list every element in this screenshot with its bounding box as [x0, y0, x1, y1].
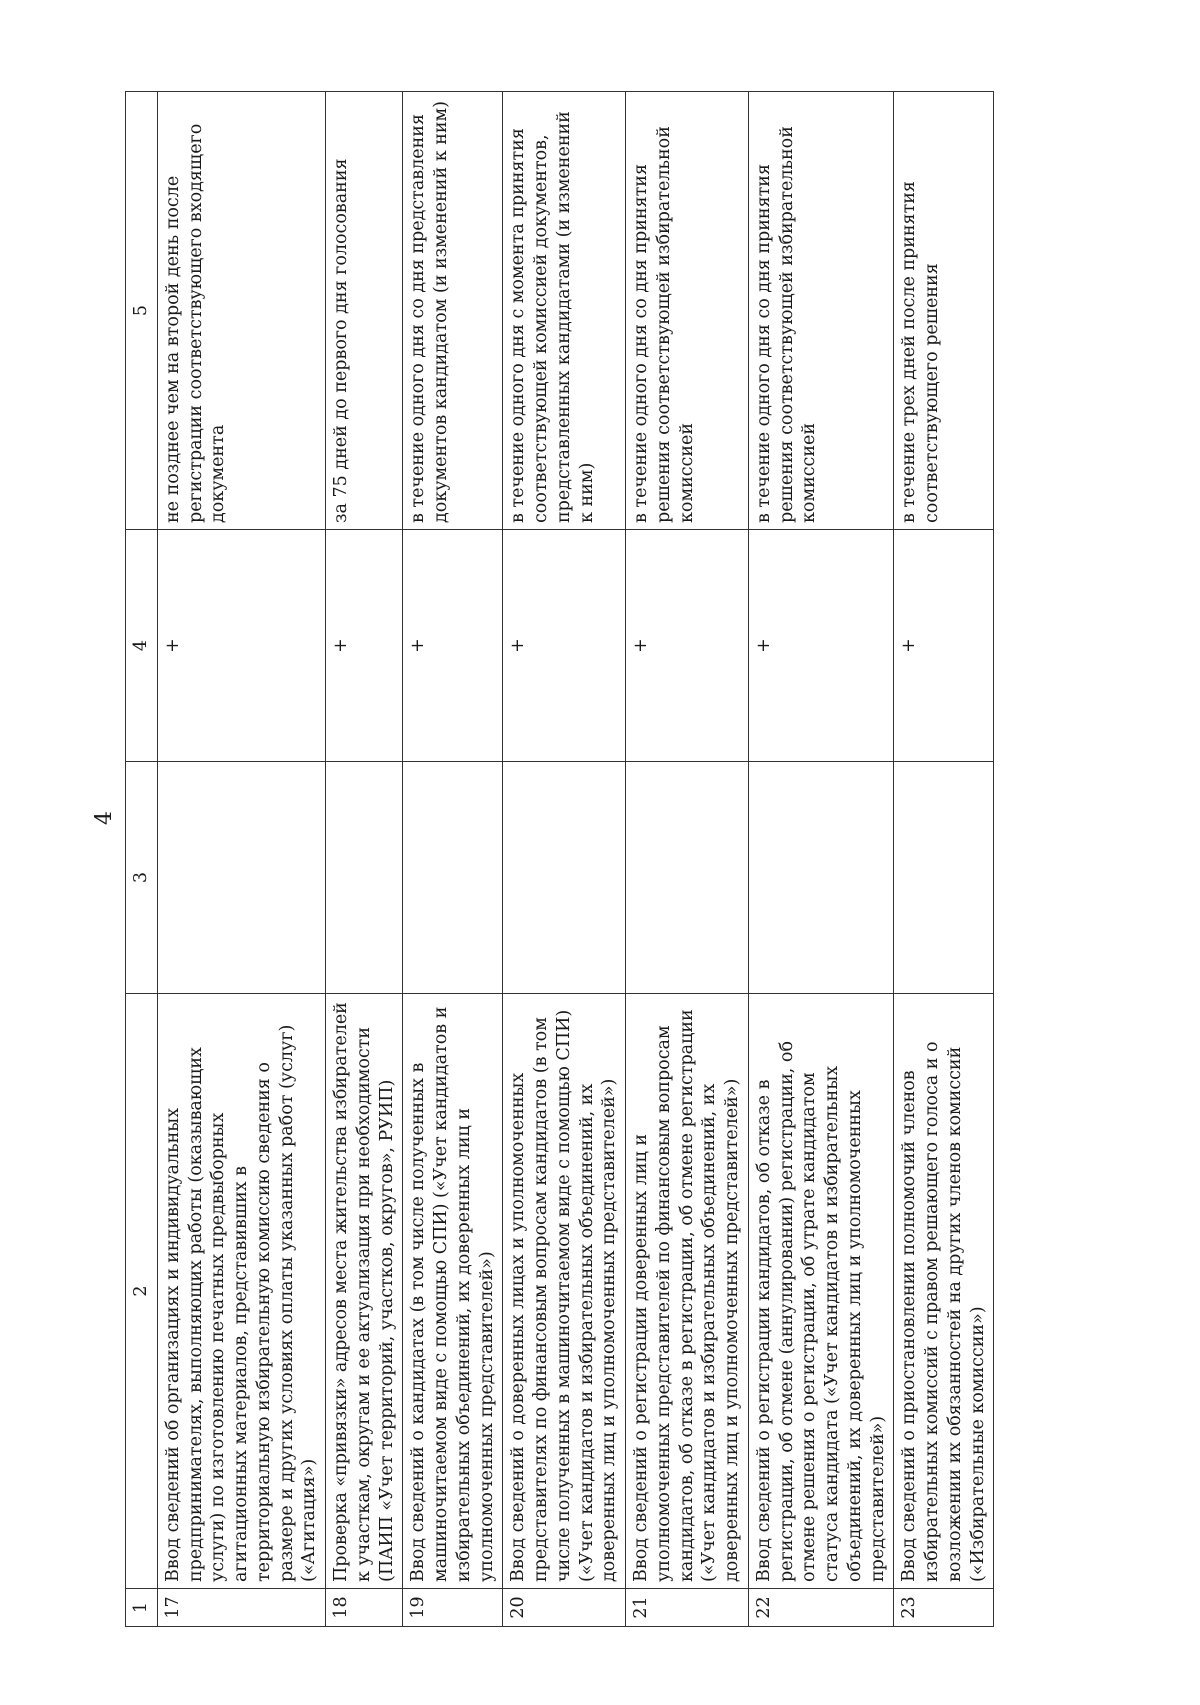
- row-mark: +: [403, 530, 503, 762]
- row-deadline: не позднее чем на второй день после регистрации соответствующего входящего документа: [157, 92, 325, 530]
- row-description: Ввод сведений о регистрации доверенных лиц и уполномоченных представителей по финансовым вопросам кандидатов, об отказе в регистрации, об отмене регистрации («Учет кандидатов и избирательных объединений, их доверенных лиц и уполномоченных представителей»): [626, 994, 749, 1589]
- row-col3: [748, 762, 894, 994]
- row-mark: +: [748, 530, 894, 762]
- row-description: Ввод сведений о доверенных лицах и уполномоченных представителях по финансовым вопросам кандидатов (в том числе полученных в машиночитаемом виде с помощью СПИ) («Учет кандидатов и избирательных объединений, их доверенных лиц и уполномоченных представителей»): [503, 994, 626, 1589]
- row-col3: [157, 762, 325, 994]
- row-number: 19: [403, 1589, 503, 1627]
- column-header-3: 3: [126, 762, 158, 994]
- page-number: 4: [92, 811, 117, 825]
- table-row: [157, 92, 325, 1627]
- column-header-2: 2: [126, 994, 158, 1589]
- table-row: [326, 92, 403, 1627]
- row-number: 23: [894, 1589, 994, 1627]
- row-mark: +: [503, 530, 626, 762]
- row-mark: +: [326, 530, 403, 762]
- row-description: Ввод сведений о регистрации кандидатов, об отказе в регистрации, об отмене (аннулировании) регистрации, об отмене решения о регистрации, об утрате кандидатом статуса кандидата («Учет кандидатов и избирательных объединений, их доверенных лиц и уполномоченных представителей»): [748, 994, 894, 1589]
- row-deadline: в течение одного дня со дня представления документов кандидатом (и изменений к ним): [403, 92, 503, 530]
- row-mark: +: [626, 530, 749, 762]
- column-header-4: 4: [126, 530, 158, 762]
- row-number: 21: [626, 1589, 749, 1627]
- row-number: 22: [748, 1589, 894, 1627]
- row-deadline: в течение трех дней после принятия соответствующего решения: [894, 92, 994, 530]
- row-number: 17: [157, 1589, 325, 1627]
- row-description: Ввод сведений о приостановлении полномочий членов избирательных комиссий с правом решающего голоса и о возложении их обязанностей на других членов комиссий («Избирательные комиссии»): [894, 994, 994, 1589]
- row-deadline: в течение одного дня с момента принятия соответствующей комиссией документов, представленных кандидатами (и изменений к ним): [503, 92, 626, 530]
- table-row: [403, 92, 503, 1627]
- table-row: [748, 92, 894, 1627]
- column-header-5: 5: [126, 92, 158, 530]
- row-deadline: за 75 дней до первого дня голосования: [326, 92, 403, 530]
- table-row: [503, 92, 626, 1627]
- row-col3: [326, 762, 403, 994]
- row-number: 18: [326, 1589, 403, 1627]
- row-deadline: в течение одного дня со дня принятия решения соответствующей избирательной комиссией: [626, 92, 749, 530]
- row-description: Проверка «привязки» адресов места жительства избирателей к участкам, округам и ее актуализация при необходимости (ПАИП «Учет территорий, участков, округов», РУИП): [326, 994, 403, 1589]
- row-mark: +: [894, 530, 994, 762]
- row-number: 20: [503, 1589, 626, 1627]
- row-description: Ввод сведений о кандидатах (в том числе полученных в машиночитаемом виде с помощью СПИ) («Учет кандидатов и избирательных объединений, их доверенных лиц и уполномоченных представителей»): [403, 994, 503, 1589]
- row-description: Ввод сведений об организациях и индивидуальных предпринимателях, выполняющих работы (оказывающих услуги) по изготовлению печатных предвыборных агитационных материалов, представивших в территориальную избирательную комиссию сведения о размере и других условиях оплаты указанных работ (услуг) («Агитация»): [157, 994, 325, 1589]
- row-col3: [503, 762, 626, 994]
- column-header-1: 1: [126, 1589, 158, 1627]
- table-row: [626, 92, 749, 1627]
- row-mark: +: [157, 530, 325, 762]
- row-col3: [403, 762, 503, 994]
- row-col3: [894, 762, 994, 994]
- row-deadline: в течение одного дня со дня принятия решения соответствующей избирательной комиссией: [748, 92, 894, 530]
- table-row: [894, 92, 994, 1627]
- table-header-row: [126, 92, 158, 1627]
- row-col3: [626, 762, 749, 994]
- schedule-table: [125, 91, 994, 1627]
